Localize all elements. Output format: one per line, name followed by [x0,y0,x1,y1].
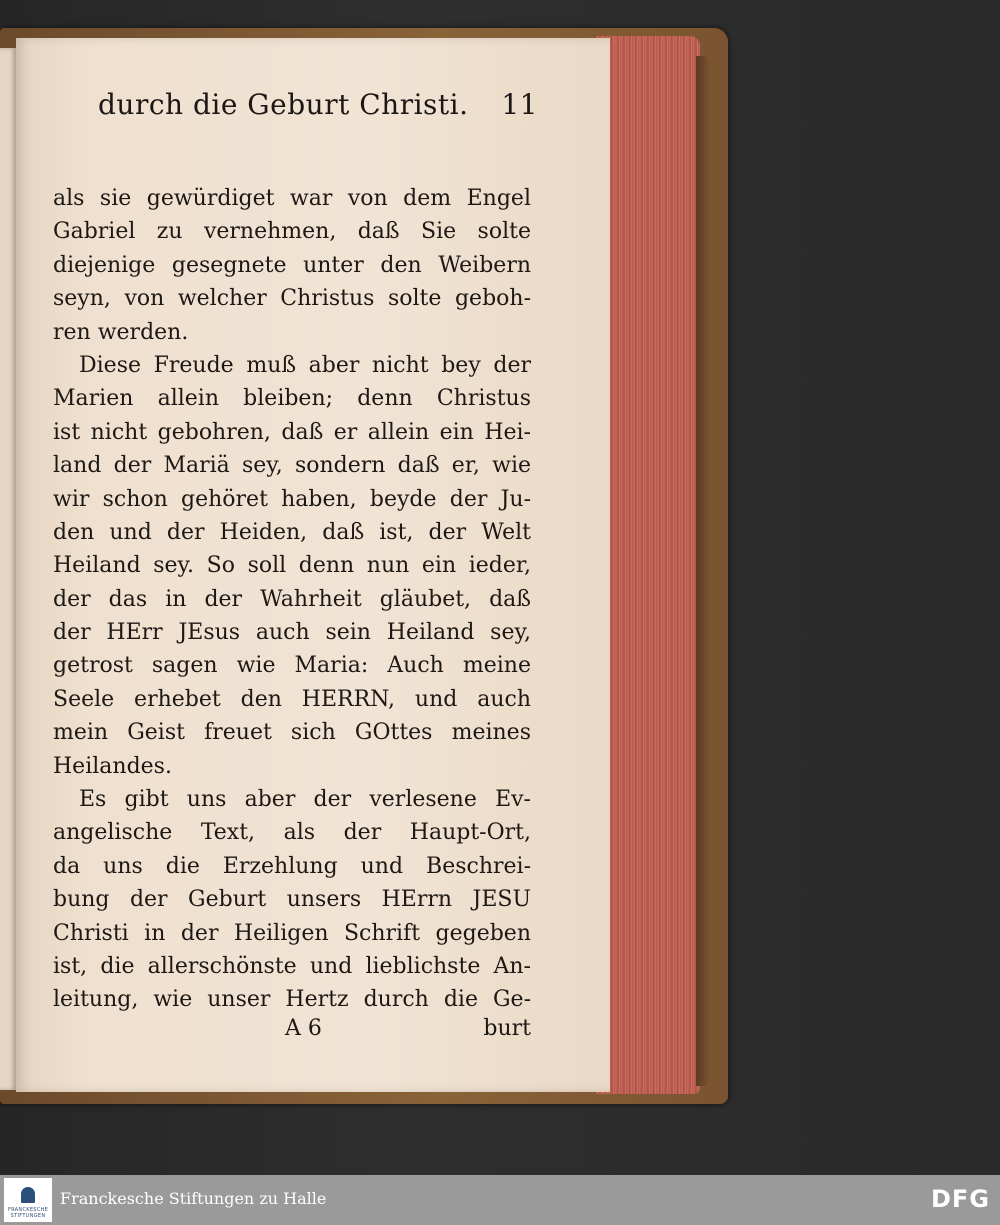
signature-mark: A 6 [285,1016,322,1041]
page-header [98,88,538,136]
text-line: diejenige gesegnete unter den Weibern [53,252,531,278]
text-line: Heilandes. [53,753,172,779]
text-line: wir schon gehöret haben, beyde der Ju- [53,486,531,512]
text-line: getrost sagen wie Maria: Auch meine [53,653,531,679]
text-line: Heiland sey. So soll denn nun ein ieder, [53,553,531,579]
text-line: seyn, von welcher Christus solte geboh- [53,286,531,312]
page-footer [53,1016,531,1052]
text-line: ist nicht gebohren, daß er allein ein Hei- [53,419,531,445]
text-line: angelische Text, als der Haupt-Ort, [53,820,531,846]
text-line: den und der Heiden, daß ist, der Welt [53,519,531,545]
running-head: durch die Geburt Christi. [98,88,469,121]
dfg-logo[interactable]: DFG [930,1185,990,1213]
text-line: mein Geist freuet sich GOttes meines [53,720,531,746]
text-line: Marien allein bleiben; denn Christus [53,386,531,412]
text-line: land der Mariä sey, sondern daß er, wie [53,453,531,479]
text-line: der HErr JEsus auch sein Heiland sey, [53,620,531,646]
text-line: bung der Geburt unsers HErrn JESU [53,887,531,913]
text-line: Christi in der Heiligen Schrift gegeben [53,920,531,946]
text-line: als sie gewürdiget war von dem Engel [53,186,531,211]
text-line: Diese Freude muß aber nicht bey der [79,352,531,378]
text-line: der das in der Wahrheit gläubet, daß [53,586,531,612]
institution-name: Franckesche Stiftungen zu Halle [60,1189,327,1208]
viewer-footer-bar [0,1175,1000,1225]
franckesche-stiftungen-logo[interactable] [4,1178,52,1222]
logo-text: FRANCKESCHE STIFTUNGEN [7,1207,49,1219]
text-line: ist, die allerschönste und lieblichste An- [53,953,531,979]
text-line: Seele erhebet den HERRN, und auch [53,686,531,712]
catchword: burt [483,1016,531,1041]
text-line: Es gibt uns aber der verlesene Ev- [79,787,531,813]
text-line: Gabriel zu vernehmen, daß Sie solte [53,219,531,245]
book-page [16,38,610,1092]
body-text [53,182,531,1017]
text-line: da uns die Erzehlung und Beschrei- [53,853,531,879]
text-line: leitung, wie unser Hertz durch die Ge- [53,987,531,1013]
facing-page-strip [0,48,16,1090]
page-number: 11 [501,88,538,121]
page-block-edge [596,36,700,1094]
text-line: ren werden. [53,319,189,345]
orphanage-building-icon [21,1187,35,1203]
